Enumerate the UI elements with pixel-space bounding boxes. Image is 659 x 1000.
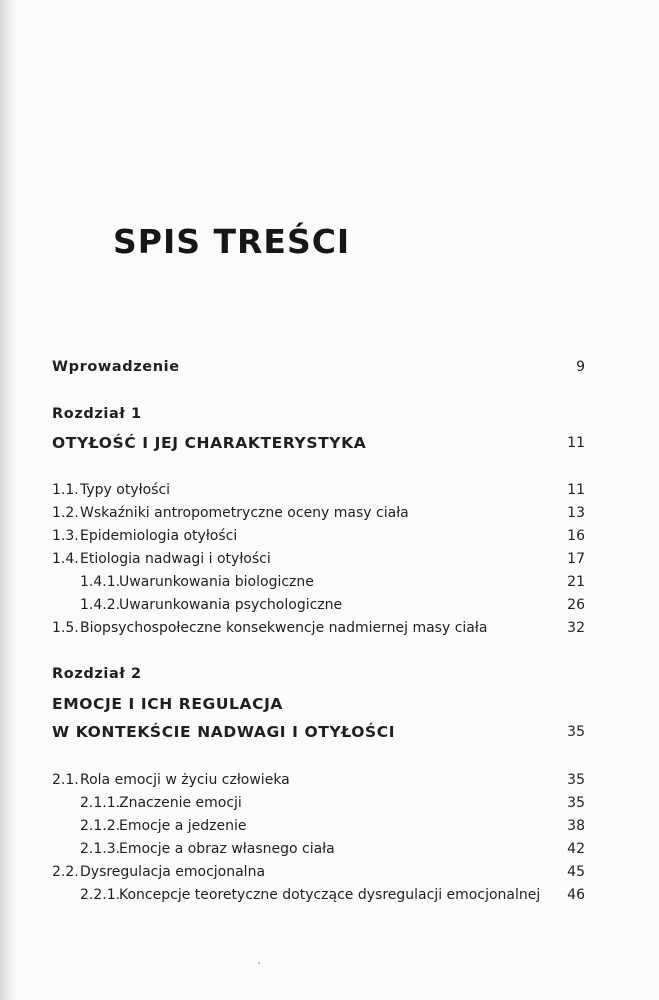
page-number: 45 bbox=[567, 864, 585, 880]
chapter-title-line: EMOCJE I ICH REGULACJA bbox=[52, 695, 284, 713]
section-number: 2.1. bbox=[52, 772, 79, 788]
page-number: 26 bbox=[567, 597, 585, 613]
toc-subentry bbox=[52, 815, 585, 837]
toc-subentry bbox=[52, 594, 585, 616]
section-label: Koncepcje teoretyczne dotyczące dysregulacji emocjonalnej bbox=[119, 887, 541, 903]
section-number: 1.4. bbox=[52, 551, 79, 567]
section-number: 2.1.1. bbox=[80, 795, 121, 811]
toc-intro bbox=[52, 356, 585, 378]
chapter-title-line: OTYŁOŚĆ I JEJ CHARAKTERYSTYKA bbox=[52, 434, 367, 452]
chapter-heading: Rozdział 2 bbox=[52, 666, 142, 682]
section-number: 1.3. bbox=[52, 528, 79, 544]
toc-subentry bbox=[52, 571, 585, 593]
section-label: Epidemiologia otyłości bbox=[80, 528, 238, 544]
page-number: 35 bbox=[567, 795, 585, 811]
toc-entry bbox=[52, 548, 585, 570]
chapter-title bbox=[52, 721, 585, 743]
section-label: Wskaźniki antropometryczne oceny masy ciała bbox=[80, 505, 409, 521]
page-number: 38 bbox=[567, 818, 585, 834]
section-label: Emocje a obraz własnego ciała bbox=[119, 841, 335, 857]
toc-subentry bbox=[52, 792, 585, 814]
page-number: 21 bbox=[567, 574, 585, 590]
section-label: Znaczenie emocji bbox=[119, 795, 242, 811]
page-number: 32 bbox=[567, 620, 585, 636]
page-number: 35 bbox=[567, 772, 585, 788]
section-number: 2.1.2. bbox=[80, 818, 121, 834]
section-number: 1.4.2. bbox=[80, 597, 121, 613]
page-number: 42 bbox=[567, 841, 585, 857]
page-number: 11 bbox=[567, 435, 585, 451]
section-number: 1.2. bbox=[52, 505, 79, 521]
section-label: Biopsychospołeczne konsekwencje nadmiernej masy ciała bbox=[80, 620, 488, 636]
chapter-title-line: W KONTEKŚCIE NADWAGI I OTYŁOŚCI bbox=[52, 723, 396, 741]
chapter-heading: Rozdział 1 bbox=[52, 406, 142, 422]
page-title: SPIS TREŚCI bbox=[113, 222, 351, 261]
section-label: Dysregulacja emocjonalna bbox=[80, 864, 266, 880]
section-label: Emocje a jedzenie bbox=[119, 818, 247, 834]
toc-entry bbox=[52, 861, 585, 883]
section-number: 2.2. bbox=[52, 864, 79, 880]
section-label: Uwarunkowania psychologiczne bbox=[119, 597, 343, 613]
section-number: 2.2.1. bbox=[80, 887, 121, 903]
section-label: Uwarunkowania biologiczne bbox=[119, 574, 314, 590]
section-number: 2.1.3. bbox=[80, 841, 121, 857]
section-label: Rola emocji w życiu człowieka bbox=[80, 772, 290, 788]
toc-subentry bbox=[52, 838, 585, 860]
section-number: 1.1. bbox=[52, 482, 79, 498]
section-label: Typy otyłości bbox=[80, 482, 171, 498]
section-label: Etiologia nadwagi i otyłości bbox=[80, 551, 271, 567]
toc-subentry bbox=[52, 884, 585, 906]
section-number: 1.4.1. bbox=[80, 574, 121, 590]
toc-entry bbox=[52, 617, 585, 639]
toc-entry bbox=[52, 502, 585, 524]
page-number: 9 bbox=[576, 359, 585, 375]
scan-edge bbox=[0, 0, 16, 1000]
page-number: 16 bbox=[567, 528, 585, 544]
intro-label: Wprowadzenie bbox=[52, 359, 180, 375]
page-number: 11 bbox=[567, 482, 585, 498]
chapter-title bbox=[52, 432, 585, 454]
scan-speck bbox=[258, 962, 260, 964]
toc-entry bbox=[52, 769, 585, 791]
toc-entry bbox=[52, 525, 585, 547]
page-number: 17 bbox=[567, 551, 585, 567]
section-number: 1.5. bbox=[52, 620, 79, 636]
toc-entry bbox=[52, 479, 585, 501]
page-number: 13 bbox=[567, 505, 585, 521]
page-number: 46 bbox=[567, 887, 585, 903]
page-number: 35 bbox=[567, 724, 585, 740]
